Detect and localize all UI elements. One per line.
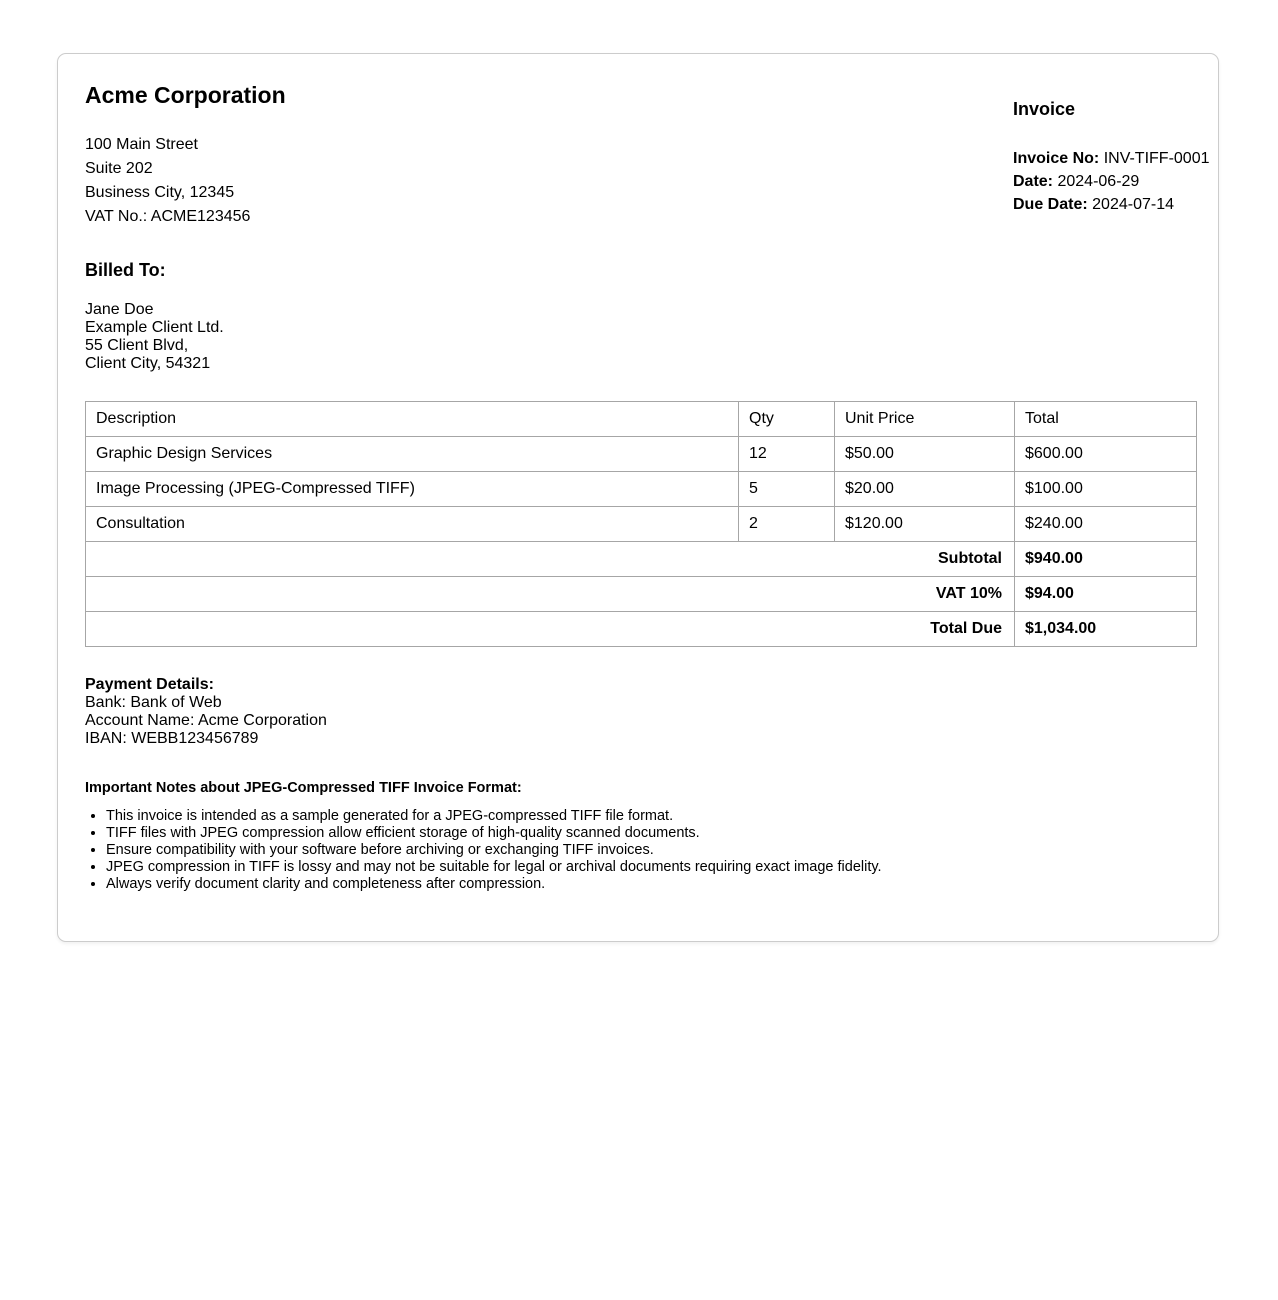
note-item: • Always verify document clarity and completeness after compression. bbox=[106, 876, 1194, 893]
billed-to-block bbox=[85, 301, 1194, 373]
total-due-label: Total Due bbox=[86, 612, 1015, 647]
table-row bbox=[86, 437, 1197, 472]
line-items-table bbox=[85, 401, 1197, 647]
payment-details bbox=[85, 676, 1194, 748]
invoice-title: Invoice bbox=[1013, 99, 1076, 119]
item-qty: 2 bbox=[739, 507, 835, 542]
invoice-number-row bbox=[1013, 147, 1218, 170]
note-item: • This invoice is intended as a sample generated for a JPEG-compressed TIFF file format. bbox=[106, 808, 1194, 825]
notes-heading: Important Notes about JPEG-Compressed TIFF Invoice Format: bbox=[85, 780, 522, 796]
column-header-qty: Qty bbox=[739, 402, 835, 437]
item-total: $100.00 bbox=[1015, 472, 1197, 507]
invoice-meta bbox=[1013, 147, 1218, 216]
item-total: $600.00 bbox=[1015, 437, 1197, 472]
invoice-date-label: Date: bbox=[1013, 173, 1054, 190]
total-due-value: $1,034.00 bbox=[1015, 612, 1197, 647]
item-description: Consultation bbox=[86, 507, 739, 542]
note-item: • TIFF files with JPEG compression allow efficient storage of high-quality scanned documents. bbox=[106, 825, 1194, 842]
notes-section bbox=[85, 780, 1194, 893]
billed-to-address-line: 55 Client Blvd, bbox=[85, 337, 189, 354]
summary-row-subtotal bbox=[86, 542, 1197, 577]
payment-account-name: Account Name: Acme Corporation bbox=[85, 712, 327, 729]
table-row bbox=[86, 472, 1197, 507]
payment-bank: Bank: Bank of Web bbox=[85, 694, 222, 711]
invoice-info bbox=[1013, 99, 1218, 216]
table-header-row bbox=[86, 402, 1197, 437]
item-qty: 12 bbox=[739, 437, 835, 472]
vat-label: VAT 10% bbox=[86, 577, 1015, 612]
billed-to-name: Jane Doe bbox=[85, 301, 154, 318]
invoice-number-value: INV-TIFF-0001 bbox=[1103, 150, 1210, 167]
billed-to-heading: Billed To: bbox=[85, 260, 166, 280]
item-total: $240.00 bbox=[1015, 507, 1197, 542]
company-name: Acme Corporation bbox=[85, 82, 286, 108]
company-address-line: 100 Main Street bbox=[85, 136, 198, 153]
column-header-total: Total bbox=[1015, 402, 1197, 437]
note-item: • JPEG compression in TIFF is lossy and may not be suitable for legal or archival documents requiring exact image fidelity. bbox=[106, 859, 1194, 876]
company-address-line: Business City, 12345 bbox=[85, 184, 235, 201]
billed-to-city: Client City, 54321 bbox=[85, 355, 211, 372]
item-qty: 5 bbox=[739, 472, 835, 507]
invoice-date-row bbox=[1013, 170, 1218, 193]
vat-value: $94.00 bbox=[1015, 577, 1197, 612]
item-unit-price: $120.00 bbox=[835, 507, 1015, 542]
item-description: Image Processing (JPEG-Compressed TIFF) bbox=[86, 472, 739, 507]
company-vat-number: VAT No.: ACME123456 bbox=[85, 208, 251, 225]
item-unit-price: $20.00 bbox=[835, 472, 1015, 507]
invoice-due-date-value: 2024-07-14 bbox=[1092, 196, 1174, 213]
subtotal-value: $940.00 bbox=[1015, 542, 1197, 577]
item-description: Graphic Design Services bbox=[86, 437, 739, 472]
summary-row-vat bbox=[86, 577, 1197, 612]
subtotal-label: Subtotal bbox=[86, 542, 1015, 577]
column-header-description: Description bbox=[86, 402, 739, 437]
invoice-due-date-row bbox=[1013, 193, 1218, 216]
summary-row-total-due bbox=[86, 612, 1197, 647]
invoice-number-label: Invoice No: bbox=[1013, 150, 1100, 167]
billed-to-company: Example Client Ltd. bbox=[85, 319, 224, 336]
company-address-line: Suite 202 bbox=[85, 160, 153, 177]
table-row bbox=[86, 507, 1197, 542]
payment-iban: IBAN: WEBB123456789 bbox=[85, 730, 259, 747]
invoice-card bbox=[57, 53, 1219, 942]
column-header-unit-price: Unit Price bbox=[835, 402, 1015, 437]
payment-details-heading: Payment Details: bbox=[85, 676, 214, 693]
invoice-date-value: 2024-06-29 bbox=[1057, 173, 1140, 190]
note-item: • Ensure compatibility with your software before archiving or exchanging TIFF invoices. bbox=[106, 842, 1194, 859]
item-unit-price: $50.00 bbox=[835, 437, 1015, 472]
notes-list bbox=[85, 808, 1194, 893]
invoice-due-date-label: Due Date: bbox=[1013, 196, 1088, 213]
